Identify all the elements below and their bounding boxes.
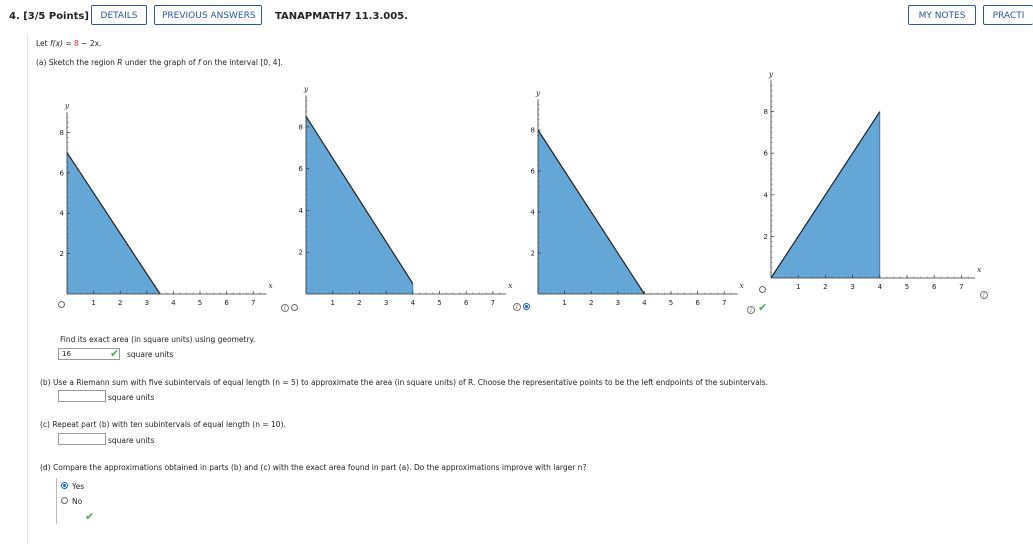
x-tick-label: 1 <box>91 299 96 307</box>
previous-answers-button[interactable]: PREVIOUS ANSWERS <box>154 5 262 25</box>
info-icon[interactable]: i <box>980 291 988 299</box>
x-tick-label: 2 <box>117 299 123 307</box>
y-tick-label: 6 <box>298 165 303 174</box>
graph-option-3-radio[interactable] <box>523 303 530 310</box>
x-tick-label: 4 <box>642 299 647 307</box>
x-tick-label: 1 <box>330 299 335 307</box>
x-tick-label: 5 <box>668 299 674 307</box>
x-tick-label: 4 <box>877 283 883 291</box>
y-axis-label: y <box>303 84 309 94</box>
my-notes-button[interactable]: MY NOTES <box>908 5 976 25</box>
graph-option-4-radio[interactable] <box>759 286 766 293</box>
problem-id: TANAPMATH7 11.3.005. <box>275 11 408 22</box>
x-tick-label: 6 <box>224 299 229 307</box>
y-axis-label: y <box>768 69 774 79</box>
y-tick-label: 2 <box>298 248 303 257</box>
correct-check-icon: ✔ <box>758 301 768 314</box>
x-tick-label: 5 <box>437 299 442 307</box>
part-c-units: square units <box>108 436 155 445</box>
x-tick-label: 7 <box>959 283 964 291</box>
correct-check-icon: ✔ <box>110 347 120 360</box>
part-d-no-radio[interactable] <box>61 497 68 504</box>
part-d-yes-radio[interactable] <box>61 482 68 489</box>
part-d-no-label: No <box>72 497 83 506</box>
y-tick-label: 8 <box>763 108 768 117</box>
x-tick-label: 3 <box>850 283 855 291</box>
x-tick-label: 2 <box>588 299 594 307</box>
part-a-units: square units <box>127 350 174 359</box>
graph-option-4 <box>739 69 987 306</box>
x-tick-label: 7 <box>721 299 727 307</box>
details-button[interactable]: DETAILS <box>91 5 147 25</box>
graph-option-1-radio[interactable] <box>58 301 65 308</box>
graph-option-2 <box>277 84 513 307</box>
x-tick-label: 2 <box>357 299 362 307</box>
x-tick-label: 1 <box>562 299 567 307</box>
x-tick-label: 1 <box>795 283 801 291</box>
part-d-prompt: (d) Compare the approximations obtained in parts (b) and (c) with the exact area found in part (a). Do the approximations improve with larger n? <box>40 463 587 472</box>
x-axis-label: x <box>268 281 273 290</box>
x-tick-label: 3 <box>615 299 621 307</box>
y-tick-label: 4 <box>530 208 535 217</box>
info-icon[interactable]: i <box>747 306 755 314</box>
x-tick-label: 2 <box>823 283 828 291</box>
correct-check-icon: ✔ <box>85 510 95 523</box>
y-tick-label: 6 <box>763 149 768 158</box>
x-tick-label: 6 <box>931 283 937 291</box>
question-number: 4. [3/5 Points] <box>9 11 89 22</box>
part-b-answer-field[interactable] <box>58 390 106 402</box>
x-axis-label: x <box>977 265 982 274</box>
part-c-prompt: (c) Repeat part (b) with ten subintervals of equal length (n = 10). <box>40 420 286 429</box>
part-d-yes-label: Yes <box>72 482 85 491</box>
answer-bracket <box>56 478 57 524</box>
left-divider <box>27 34 28 544</box>
x-tick-label: 4 <box>171 299 176 307</box>
x-tick-label: 6 <box>695 299 700 307</box>
y-axis-label: y <box>535 88 541 98</box>
y-tick-label: 6 <box>59 169 64 178</box>
x-tick-label: 5 <box>197 299 203 307</box>
x-tick-label: 6 <box>463 299 469 307</box>
x-tick-label: 5 <box>904 283 910 291</box>
question-header <box>0 0 1024 34</box>
graph-option-1 <box>45 84 277 306</box>
y-tick-label: 2 <box>530 249 535 258</box>
x-tick-label: 4 <box>410 299 416 307</box>
info-icon[interactable]: i <box>281 304 289 312</box>
y-tick-label: 4 <box>298 206 303 215</box>
x-axis-label: x <box>508 281 513 290</box>
info-icon[interactable]: i <box>513 303 521 311</box>
find-area-text: Find its exact area (in square units) using geometry. <box>60 335 256 344</box>
y-tick-label: 2 <box>763 232 768 241</box>
function-statement: Let f(x) = 8 − 2x. <box>36 39 102 48</box>
shaded-region <box>306 116 413 294</box>
y-tick-label: 6 <box>530 167 535 176</box>
part-b-prompt: (b) Use a Riemann sum with five subintervals of equal length (n = 5) to approximate the area (in square units) of R. Choose the representative points to be the left endpoints of the subintervals. <box>40 378 769 387</box>
y-tick-label: 4 <box>763 191 768 200</box>
part-b-units: square units <box>108 393 155 402</box>
x-tick-label: 3 <box>144 299 150 307</box>
x-axis-label: x <box>739 281 744 290</box>
x-tick-label: 7 <box>250 299 256 307</box>
part-a-answer-field[interactable]: 16 <box>58 348 120 360</box>
y-tick-label: 8 <box>298 123 303 132</box>
y-tick-label: 8 <box>530 126 535 135</box>
y-tick-label: 4 <box>59 209 64 218</box>
graph-option-2-radio[interactable] <box>291 304 298 311</box>
part-a-prompt: (a) Sketch the region R under the graph of f on the interval [0, 4]. <box>36 58 283 67</box>
practice-button[interactable]: PRACTI <box>983 5 1033 25</box>
part-c-answer-field[interactable] <box>58 433 106 445</box>
y-tick-label: 2 <box>59 250 64 259</box>
y-axis-label: y <box>64 101 70 111</box>
x-tick-label: 7 <box>490 299 496 307</box>
graph-option-3 <box>510 84 742 306</box>
x-tick-label: 3 <box>383 299 389 307</box>
y-tick-label: 8 <box>59 128 64 137</box>
